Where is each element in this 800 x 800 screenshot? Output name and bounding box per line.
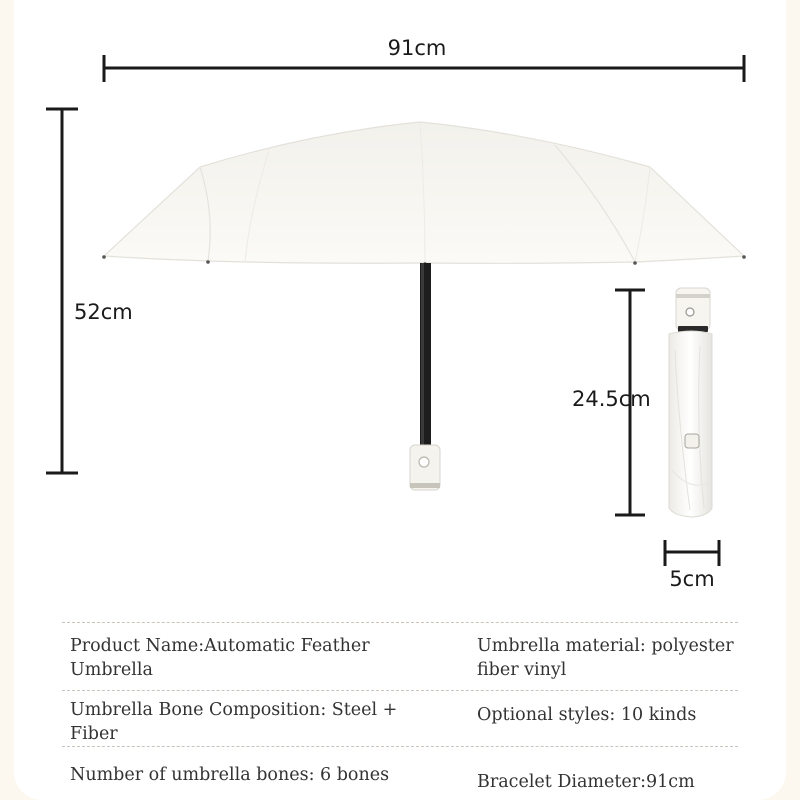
spec-divider — [62, 622, 738, 623]
folded-length-dimension — [572, 290, 651, 515]
spec-divider — [62, 690, 738, 691]
folded-length-label: 24.5cm — [572, 387, 651, 411]
open-umbrella — [102, 122, 746, 490]
spec-bracelet-diameter: Bracelet Diameter:91cm — [477, 772, 695, 792]
open-button-icon — [419, 457, 429, 467]
folded-diameter-dimension — [665, 540, 719, 591]
width-label: 91cm — [387, 36, 447, 60]
spec-umbrella-material: Umbrella material: polyester fiber vinyl — [477, 636, 734, 680]
folded-umbrella — [669, 288, 712, 517]
height-dimension — [46, 109, 133, 473]
strap-button-icon — [685, 434, 699, 448]
spec-bone-count: Number of umbrella bones: 6 bones — [70, 765, 390, 785]
spec-bone-composition: Umbrella Bone Composition: Steel + Fiber — [70, 700, 398, 744]
spec-optional-styles: Optional styles: 10 kinds — [477, 705, 697, 725]
folded-diameter-label: 5cm — [669, 567, 715, 591]
folded-button-icon — [686, 308, 694, 316]
spec-product-name: Product Name:Automatic Feather Umbrella — [70, 636, 370, 680]
spec-divider — [62, 746, 738, 747]
width-dimension — [104, 36, 744, 82]
height-label: 52cm — [74, 300, 133, 324]
